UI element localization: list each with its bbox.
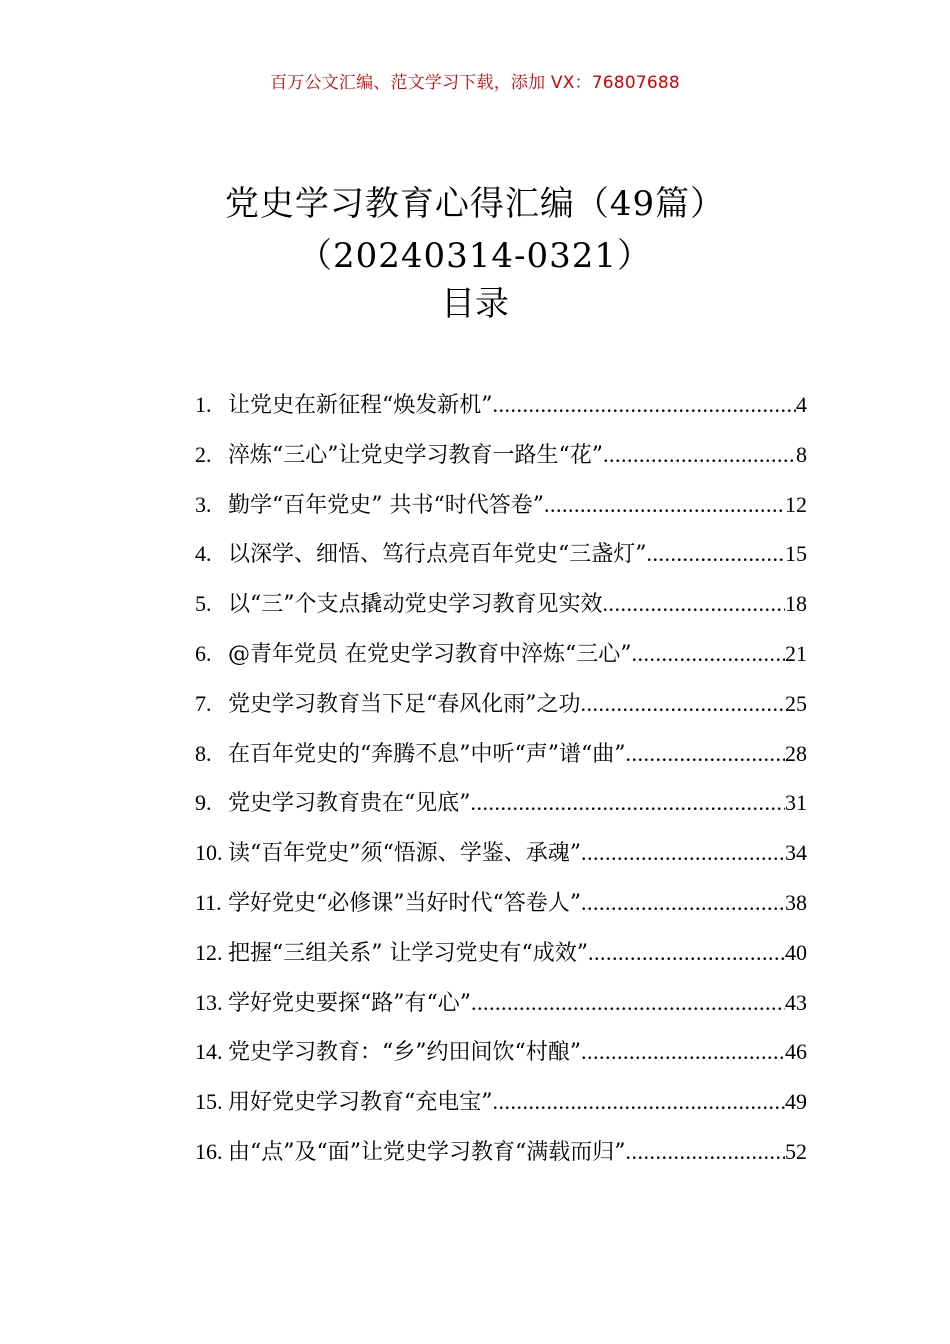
toc-entry[interactable] [195,978,807,1028]
toc-entry-number: 3. [195,491,212,517]
toc-entry[interactable] [195,679,807,729]
toc-entry-page: 12 [785,491,807,517]
toc-leader-dots [581,1027,785,1077]
toc-entry-number: 8. [195,740,212,766]
toc-entry[interactable] [195,878,807,928]
toc-entry-title: 用好党史学习教育“充电宝” [228,1090,493,1116]
toc-entry-number: 13. [195,989,223,1015]
toc-entry-number: 6. [195,640,212,666]
toc-entry-title: 以深学、细悟、笃行点亮百年党史“三盏灯” [228,542,647,568]
toc-entry-page: 31 [785,790,807,816]
toc-leader-dots [581,679,786,729]
toc-entry-page: 4 [796,392,807,417]
toc-leader-dots [471,978,785,1028]
toc-entry-number: 14. [195,1039,223,1065]
toc-entry-number: 12. [195,939,223,965]
toc-heading: 目录 [441,284,509,324]
toc-entry[interactable] [195,828,807,878]
toc-leader-dots [544,480,785,530]
toc-entry-number: 7. [195,690,212,716]
toc-entry-title: 让党史在新征程“焕发新机” [228,393,493,418]
toc-entry-page: 21 [785,640,807,666]
toc-leader-dots [581,878,785,928]
toc-leader-dots [603,430,796,480]
toc-entry[interactable] [195,480,807,530]
toc-entry[interactable] [195,928,807,978]
header-note: 百万公文汇编、范文学习下载，添加 VX：76807688 [270,73,680,93]
toc-entry[interactable] [195,529,807,579]
toc-leader-dots [581,828,785,878]
toc-entry[interactable] [195,380,807,430]
toc-leader-dots [493,380,797,430]
toc-entry-page: 38 [785,889,807,915]
toc-entry-number: 10. [195,840,223,866]
table-of-contents [195,380,807,1177]
toc-entry-title: 学好党史“必修课”当好时代“答卷人” [228,890,581,916]
toc-entry-page: 18 [785,591,807,617]
toc-entry-page: 52 [785,1138,807,1164]
toc-leader-dots [625,729,785,779]
toc-entry-title: 由“点”及“面”让党史学习教育“满载而归” [228,1139,626,1165]
toc-entry[interactable] [195,1077,807,1127]
toc-entry-number: 16. [195,1138,223,1164]
toc-entry[interactable] [195,579,807,629]
toc-entry-page: 34 [785,840,807,866]
toc-leader-dots [471,778,786,828]
toc-entry-title: 党史学习教育：“乡”约田间饮“村酿” [228,1040,581,1066]
toc-entry-page: 28 [785,740,807,766]
toc-entry-page: 49 [785,1089,807,1115]
toc-leader-dots [588,928,785,978]
toc-entry-title: @青年党员 在党史学习教育中淬炼“三心” [228,641,632,667]
toc-entry-number: 5. [195,591,212,617]
toc-entry-page: 43 [785,989,807,1015]
toc-entry-page: 15 [785,541,807,567]
toc-leader-dots [493,1077,786,1127]
toc-entry-number: 11. [195,889,222,915]
toc-entry-title: 以“三”个支点撬动党史学习教育见实效 [228,592,603,618]
toc-entry-title: 党史学习教育当下足“春风化雨”之功 [228,691,581,717]
toc-entry-page: 25 [785,690,807,716]
toc-entry-title: 把握“三组关系” 让学习党史有“成效” [228,940,588,966]
toc-entry[interactable] [195,1127,807,1177]
toc-entry[interactable] [195,629,807,679]
toc-entry-page: 46 [785,1039,807,1065]
toc-entry-number: 15. [195,1089,223,1115]
toc-leader-dots [603,579,786,629]
toc-leader-dots [625,1127,785,1177]
toc-entry-title: 在百年党史的“奔腾不息”中听“声”谱“曲” [228,741,626,767]
toc-leader-dots [632,629,786,679]
document-title: 党史学习教育心得汇编（49篇）（20240314-0321） [224,184,726,276]
toc-entry[interactable] [195,430,807,480]
toc-leader-dots [647,529,786,579]
toc-entry-title: 学好党史要探“路”有“心” [228,990,471,1016]
toc-entry-page: 40 [785,939,807,965]
toc-entry-number: 1. [195,392,212,417]
toc-entry-title: 读“百年党史”须“悟源、学鉴、承魂” [228,841,581,867]
toc-entry-title: 党史学习教育贵在“见底” [228,791,471,817]
toc-entry[interactable] [195,1027,807,1077]
toc-entry-title: 勤学“百年党史” 共书“时代答卷” [228,492,544,518]
toc-entry-number: 2. [195,441,212,467]
toc-entry[interactable] [195,729,807,779]
toc-entry-number: 9. [195,790,212,816]
toc-entry-number: 4. [195,541,212,567]
toc-entry-title: 淬炼“三心”让党史学习教育一路生“花” [228,442,603,468]
toc-entry[interactable] [195,778,807,828]
toc-entry-page: 8 [796,441,807,467]
